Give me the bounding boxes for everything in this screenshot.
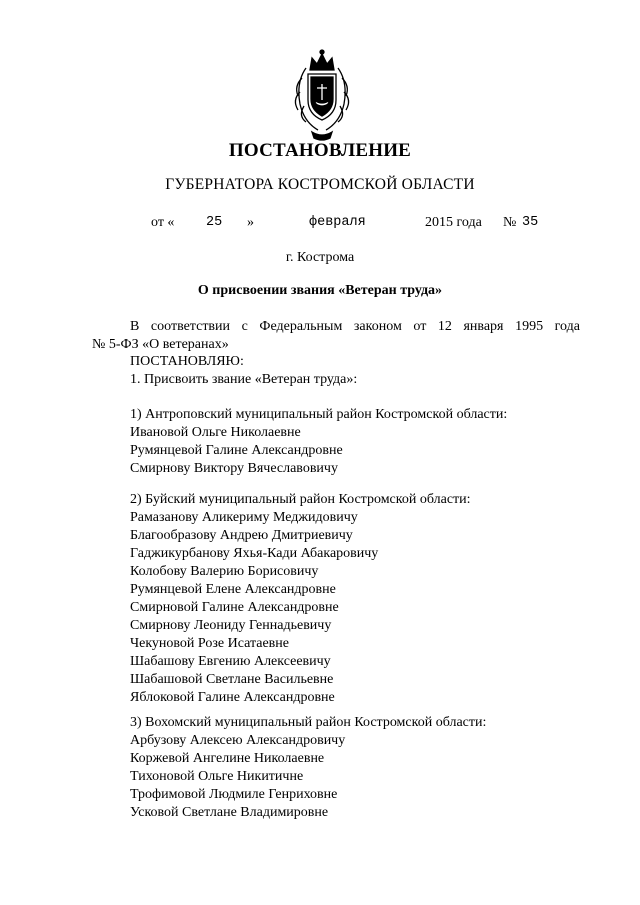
intro-word: января [463, 319, 504, 334]
document-heading: О присвоении звания «Ветеран труда» [197, 283, 443, 298]
list-item: Чекуновой Розе Исатаевне [130, 636, 289, 651]
list-item: Усковой Светлане Владимировне [130, 805, 329, 820]
list-item: Смирновой Галине Александровне [130, 600, 339, 615]
date-day: 25 [206, 215, 223, 230]
number-sign: № [503, 215, 517, 230]
section-1 [130, 406, 507, 478]
date-month: февраля [309, 215, 366, 230]
section-3 [130, 714, 486, 822]
list-item: Арбузову Алексею Александровичу [130, 733, 346, 748]
list-item: Коржевой Ангелине Николаевне [130, 751, 325, 766]
document-title: ПОСТАНОВЛЕНИЕ [228, 140, 412, 161]
list-item: Ивановой Ольге Николаевне [130, 425, 301, 440]
list-item: Шабашову Евгению Алексеевичу [130, 654, 331, 669]
list-item: Румянцевой Галине Александровне [130, 443, 343, 458]
list-item: Яблоковой Галине Александровне [130, 690, 335, 705]
list-item: Благообразову Андрею Дмитриевичу [130, 528, 353, 543]
intro-word: соответствии [150, 319, 231, 334]
issuer-subtitle: ГУБЕРНАТОРА КОСТРОМСКОЙ ОБЛАСТИ [165, 176, 475, 193]
list-item: Колобову Валерию Борисовичу [130, 564, 319, 579]
intro-word: года [554, 319, 580, 334]
section-title: 1) Антроповский муниципальный район Костромской области: [130, 407, 508, 422]
date-prefix: от « [151, 215, 175, 230]
intro-word: законом [353, 319, 402, 334]
list-item: Смирнову Виктору Вячеславовичу [130, 461, 338, 476]
date-quote-close: » [247, 215, 254, 230]
list-item: Румянцевой Елене Александровне [130, 582, 336, 597]
list-item: Гаджикурбанову Яхья-Кади Абакаровичу [130, 546, 379, 561]
date-year: 2015 года [425, 215, 482, 230]
decree-word: ПОСТАНОВЛЯЮ: [130, 354, 244, 369]
list-item: Шабашовой Светлане Васильевне [130, 672, 334, 687]
list-item: Трофимовой Людмиле Генриховне [130, 787, 338, 802]
document-number: 35 [522, 215, 539, 230]
intro-word: 12 [437, 319, 452, 334]
item-1: 1. Присвоить звание «Ветеран труда»: [130, 372, 358, 387]
list-item: Рамазанову Аликериму Меджидовичу [130, 510, 358, 525]
list-item: Тихоновой Ольге Никитичне [130, 769, 304, 784]
section-title: 3) Вохомский муниципальный район Костромской области: [130, 715, 487, 730]
intro-word: Федеральным [259, 319, 343, 334]
city-line: г. Кострома [285, 250, 355, 265]
coat-of-arms-icon [290, 48, 354, 144]
intro-word: 1995 [515, 319, 544, 334]
intro-word: с [241, 319, 248, 334]
intro-word: от [413, 319, 427, 334]
section-2 [130, 491, 471, 707]
section-title: 2) Буйский муниципальный район Костромской области: [130, 492, 471, 507]
list-item: Смирнову Леониду Геннадьевичу [130, 618, 332, 633]
intro-line-2: № 5-ФЗ «О ветеранах» [92, 337, 229, 352]
intro-word: В [130, 319, 140, 334]
intro-line-1 [130, 318, 580, 336]
